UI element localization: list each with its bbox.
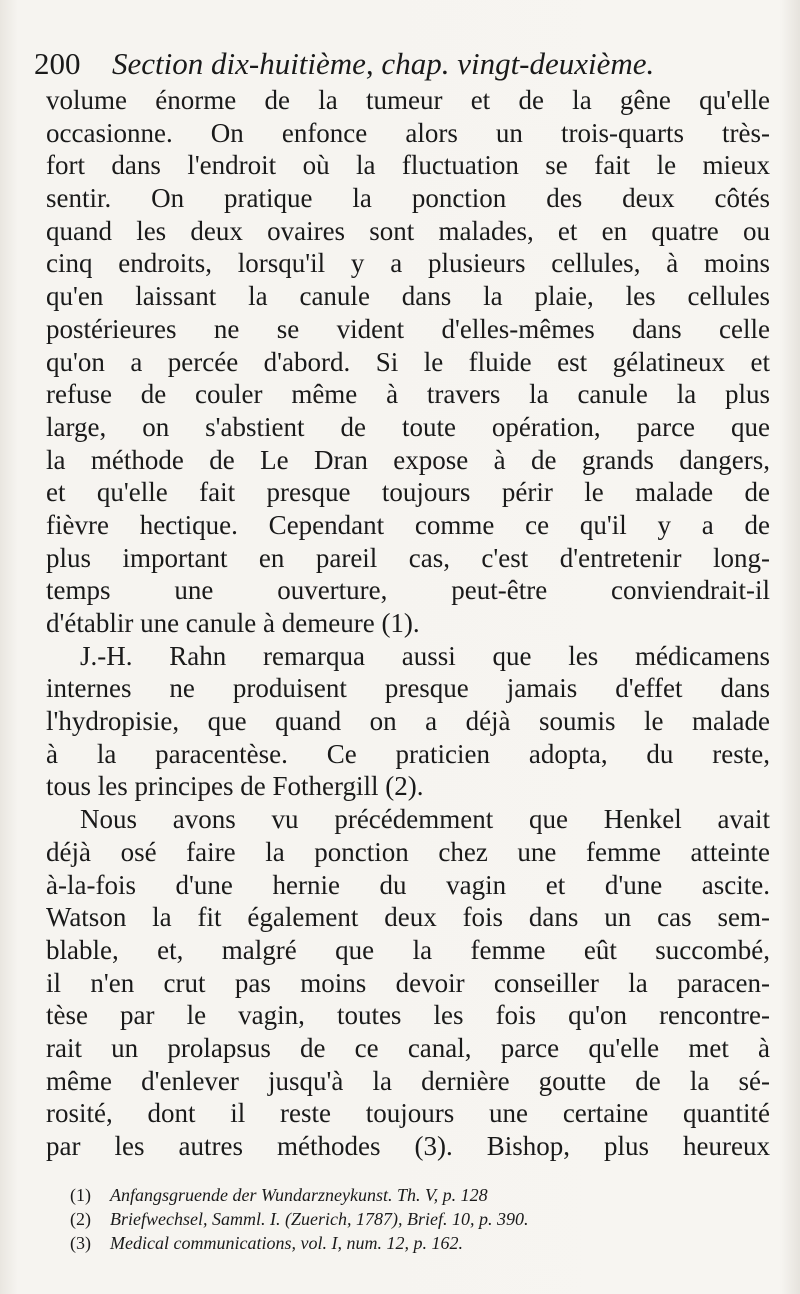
text-line: même d'enlever jusqu'à la dernière goutte de la sé- bbox=[46, 1065, 770, 1096]
footnote-text: Medical communications, vol. I, num. 12, p. 162. bbox=[110, 1233, 463, 1253]
text-line: tèse par le vagin, toutes les fois qu'on rencontre- bbox=[46, 1000, 770, 1031]
text-line: sentir. On pratique la ponction des deux côtés bbox=[46, 183, 770, 214]
text-line: postérieures ne se vident d'elles-mêmes dans celle bbox=[46, 313, 770, 344]
footnote bbox=[70, 1231, 770, 1255]
text-line: qu'en laissant la canule dans la plaie, les cellules bbox=[46, 281, 770, 312]
text-line: rait un prolapsus de ce canal, parce qu'elle met à bbox=[46, 1032, 770, 1063]
text-line: large, on s'abstient de toute opération, parce que bbox=[46, 411, 770, 442]
text-line: cinq endroits, lorsqu'il y a plusieurs cellules, à moins bbox=[46, 248, 770, 279]
text-line: Nous avons vu précédemment que Henkel avait bbox=[80, 804, 770, 835]
text-line: d'établir une canule à demeure (1). bbox=[46, 608, 420, 638]
footnote-text: Anfangsgruende der Wundarzneykunst. Th. V, p. 128 bbox=[110, 1185, 488, 1205]
text-line: refuse de couler même à travers la canule la plus bbox=[46, 379, 770, 410]
page-header bbox=[34, 44, 774, 84]
text-line: blable, et, malgré que la femme eût succombé, bbox=[46, 934, 770, 965]
text-line: par les autres méthodes (3). Bishop, plus heureux bbox=[46, 1131, 770, 1161]
text-line: et qu'elle fait presque toujours périr le malade de bbox=[46, 477, 770, 508]
footnote-text: Briefwechsel, Samml. I. (Zuerich, 1787), Brief. 10, p. 390. bbox=[110, 1209, 529, 1229]
text-line: à-la-fois d'une hernie du vagin et d'une ascite. bbox=[46, 869, 770, 900]
text-line: internes ne produisent presque jamais d'effet dans bbox=[46, 673, 770, 704]
text-line: déjà osé faire la ponction chez une femme atteinte bbox=[46, 836, 770, 867]
text-line: qu'on a percée d'abord. Si le fluide est gélatineux et bbox=[46, 346, 770, 377]
text-line: fièvre hectique. Cependant comme ce qu'il y a de bbox=[46, 509, 770, 540]
text-line: J.-H. Rahn remarqua aussi que les médicamens bbox=[80, 640, 770, 671]
text-line: à la paracentèse. Ce praticien adopta, du reste, bbox=[46, 738, 770, 769]
text-line: il n'en crut pas moins devoir conseiller la paracen- bbox=[46, 967, 770, 998]
running-title: Section dix-huitième, chap. vingt-deuxième. bbox=[112, 46, 655, 81]
text-line: l'hydropisie, que quand on a déjà soumis le malade bbox=[46, 706, 770, 737]
text-line: la méthode de Le Dran expose à de grands dangers, bbox=[46, 444, 770, 475]
footnote bbox=[70, 1207, 770, 1231]
footnote bbox=[70, 1183, 770, 1207]
text-line: occasionne. On enfonce alors un trois-quarts très- bbox=[46, 117, 770, 148]
page-number: 200 bbox=[34, 46, 81, 81]
text-line: quand les deux ovaires sont malades, et en quatre ou bbox=[46, 215, 770, 246]
text-line: temps une ouverture, peut-être conviendrait-il bbox=[46, 575, 770, 606]
text-line: fort dans l'endroit où la fluctuation se fait le mieux bbox=[46, 150, 770, 181]
footnote-mark: (1) bbox=[70, 1185, 91, 1205]
text-line: tous les principes de Fothergill (2). bbox=[46, 771, 424, 802]
text-line: Watson la fit également deux fois dans un cas sem- bbox=[46, 902, 770, 933]
body-text bbox=[46, 84, 770, 1163]
text-line: plus important en pareil cas, c'est d'entretenir long- bbox=[46, 542, 770, 573]
footnote-mark: (3) bbox=[70, 1233, 91, 1253]
footnotes bbox=[70, 1183, 770, 1255]
text-line: volume énorme de la tumeur et de la gêne qu'elle bbox=[46, 85, 770, 115]
footnote-mark: (2) bbox=[70, 1209, 91, 1229]
text-line: rosité, dont il reste toujours une certaine quantité bbox=[46, 1098, 770, 1129]
